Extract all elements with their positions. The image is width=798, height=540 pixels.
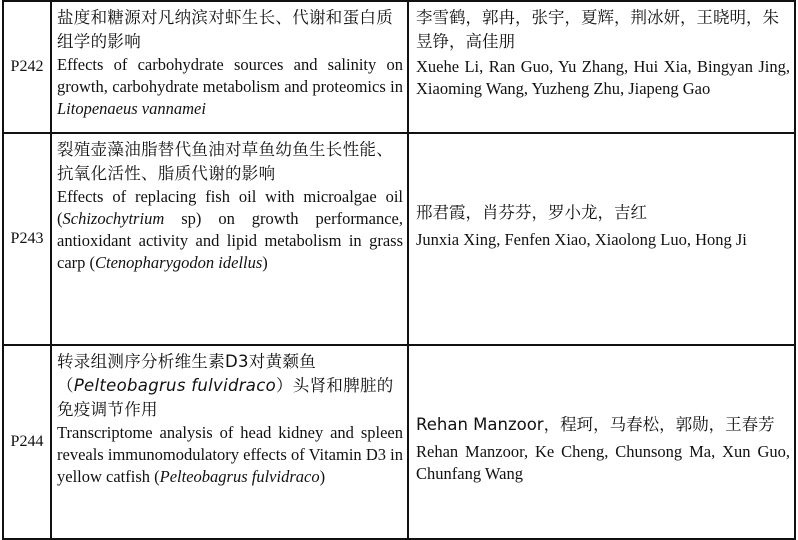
text-run: sp) on growth performance, antioxidant activity and lipid metabolism in grass carp ( (57, 209, 403, 272)
title-cell (51, 345, 408, 539)
species-name: Pelteobagrus fulvidraco (73, 376, 276, 395)
title-zh: 盐度和糖源对凡纳滨对虾生长、代谢和蛋白质组学的影响 (57, 8, 393, 51)
title-cell (51, 133, 408, 345)
species-name: Schizochytrium (62, 209, 165, 228)
table-row (3, 133, 795, 345)
title-zh (57, 350, 403, 422)
text-run: 转录组测序分析维生素D3对黄颡鱼（ (57, 352, 317, 395)
authors-en: Xuehe Li, Ran Guo, Yu Zhang, Hui Xia, Bingyan Jing, Xiaoming Wang, Yuzheng Zhu, Jiapeng Gao (416, 57, 790, 98)
species-name: Ctenopharygodon idellus (95, 253, 263, 272)
authors-zh: 邢君霞，肖芬芬，罗小龙，吉红 (416, 203, 647, 222)
abstract-code: P244 (3, 345, 51, 539)
table-row (3, 1, 795, 133)
title-en (57, 422, 403, 488)
authors-en: Rehan Manzoor, Ke Cheng, Chunsong Ma, Xun Guo, Chunfang Wang (416, 442, 790, 483)
program-table (2, 0, 796, 540)
title-cell (51, 1, 408, 133)
text-run: Effects of replacing fish oil with microalgae oil ( (57, 187, 403, 228)
title-zh: 裂殖壶藻油脂替代鱼油对草鱼幼鱼生长性能、抗氧化活性、脂质代谢的影响 (57, 140, 393, 183)
text-run: Transcriptome analysis of head kidney and spleen reveals immunomodulatory effects of Vitamin D3 in yellow catfish ( (57, 423, 403, 486)
authors-cell (408, 1, 795, 133)
species-name: Litopenaeus vannamei (57, 99, 206, 118)
authors-zh: 李雪鹤，郭冉，张宇，夏辉，荆冰妍，王晓明，朱昱铮，高佳朋 (416, 8, 779, 51)
text-run: Effects of carbohydrate sources and salinity on growth, carbohydrate metabolism and proteomics in (57, 55, 403, 96)
title-en (57, 54, 403, 120)
authors-en: Junxia Xing, Fenfen Xiao, Xiaolong Luo, Hong Ji (416, 230, 747, 249)
text-run: ）头肾和脾脏的免疫调节作用 (57, 376, 394, 419)
text-run: ) (262, 253, 268, 272)
abstract-code: P243 (3, 133, 51, 345)
authors-cell (408, 133, 795, 345)
species-name: Pelteobagrus fulvidraco (159, 467, 320, 486)
abstract-code: P242 (3, 1, 51, 133)
authors-cell (408, 345, 795, 539)
authors-zh: Rehan Manzoor，程珂，马春松，郭勋，王春芳 (416, 415, 775, 434)
text-run: ) (319, 467, 326, 486)
table-row (3, 345, 795, 539)
title-en (57, 186, 403, 274)
